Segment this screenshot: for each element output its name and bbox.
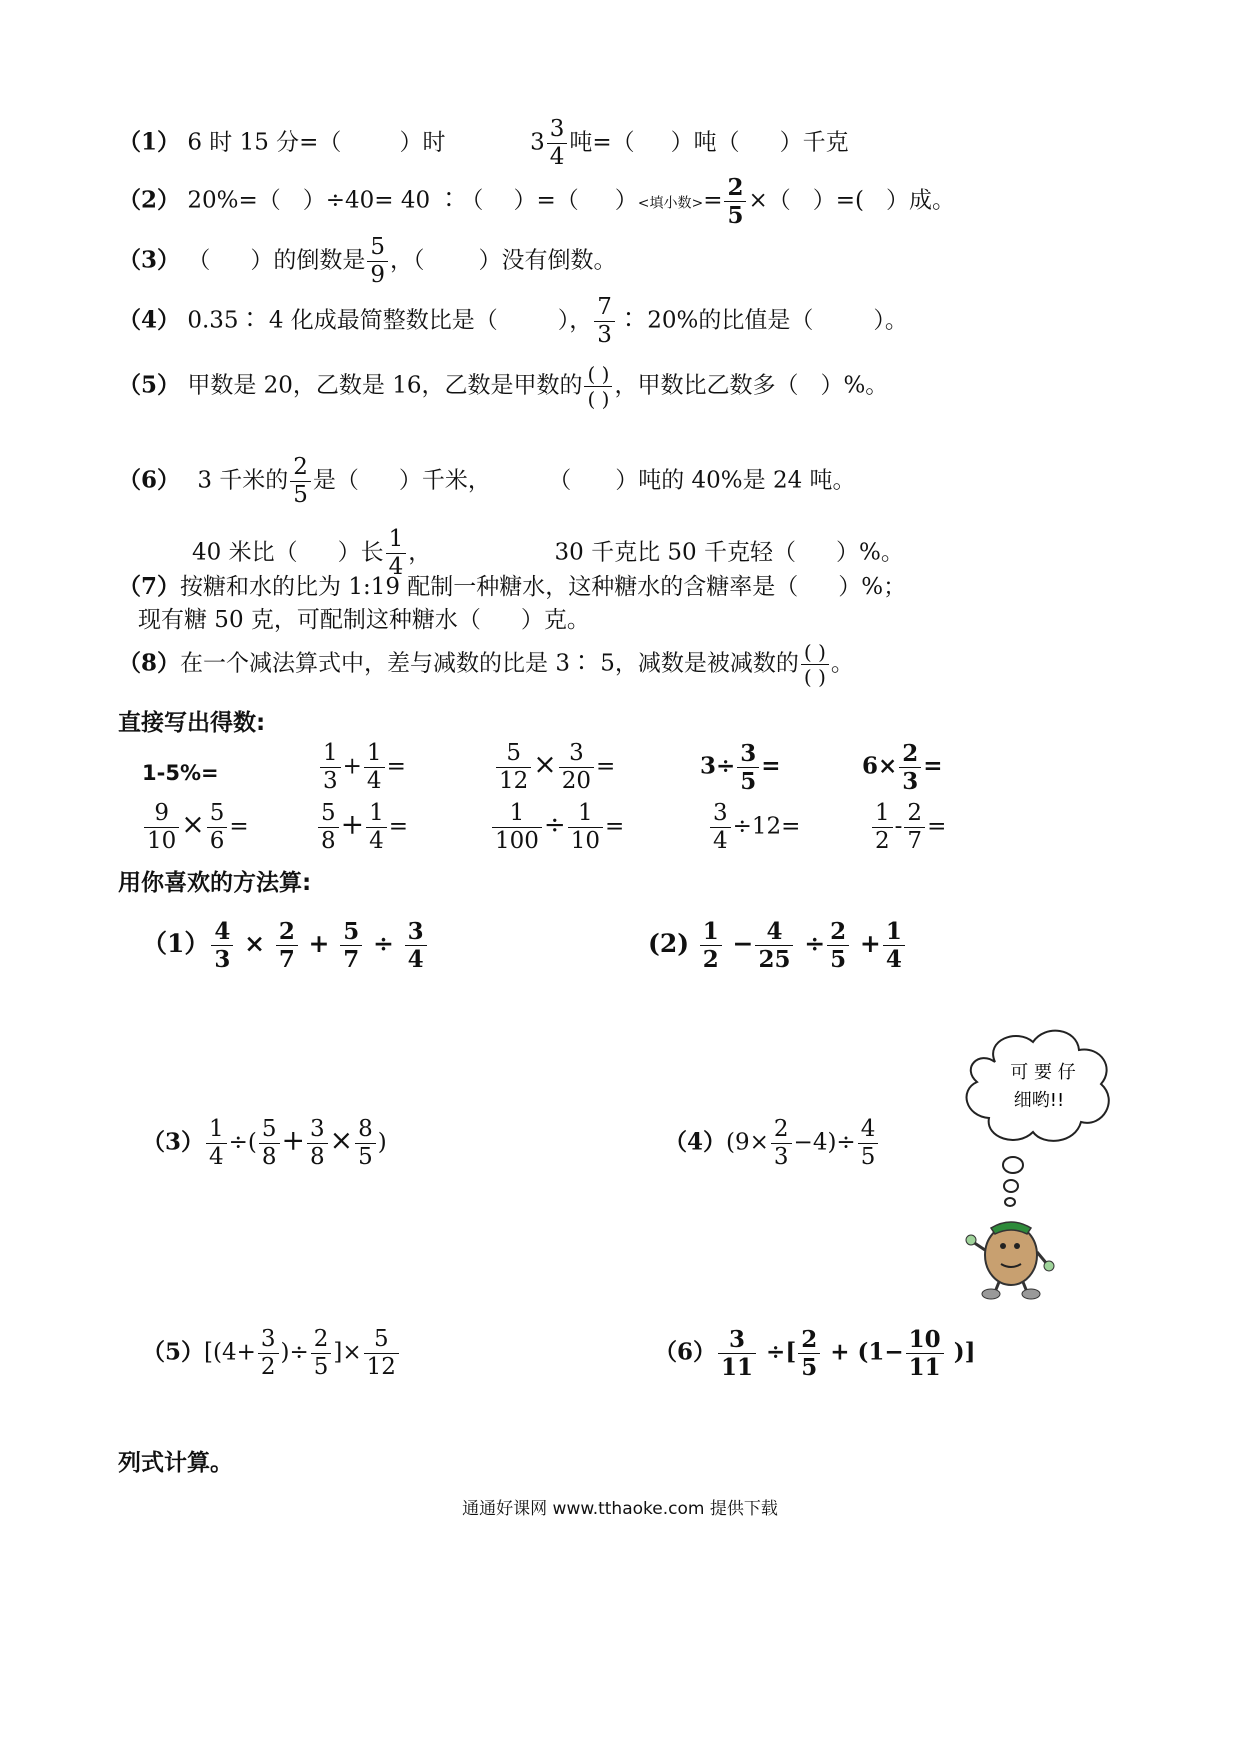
question-2: （2） 20%=（ ）÷40= 40 ∶（ ）=（ ）<填小数>= $\frac{2}{5}$ ×（ ）=( ）成。 xyxy=(118,174,956,229)
oral-r2c3: $\frac{1}{100}$ ÷ $\frac{1}{10}$ = xyxy=(490,802,624,853)
question-number: （1） xyxy=(118,128,181,156)
question-3: （3） （ ）的倒数是 $\frac{5}{9}$ ，（ ）没有倒数。 xyxy=(118,234,617,288)
section-title-calc: 用你喜欢的方法算: xyxy=(118,870,312,896)
oral-r1c2: $\frac{1}{3}$ + $\frac{1}{4}$ = xyxy=(318,742,406,793)
oral-r1c3: $\frac{5}{12}$ × $\frac{3}{20}$ = xyxy=(494,742,615,793)
oral-r1c4: 3÷ $\frac{3}{5}$ = xyxy=(700,740,781,795)
fraction: $\frac{5}{9}$ xyxy=(367,236,388,287)
fraction: $\frac{7}{3}$ xyxy=(594,296,615,347)
fraction: $\frac{1}{4}$ xyxy=(386,528,407,579)
question-5: （5） 甲数是 20，乙数是 16，乙数是甲数的 $\frac{( )}{( )}$ ，甲数比乙数多（ ）%。 xyxy=(118,362,889,411)
question-7: （7）按糖和水的比为 1:19 配制一种糖水，这种糖水的含糖率是（ ）%； xyxy=(118,573,907,600)
section-title-word: 列式计算。 xyxy=(118,1450,233,1476)
calc-3: （3） $\frac{1}{4}$ ÷( $\frac{5}{8}$ + $\frac{3}{8}$ × $\frac{8}{5}$ ) xyxy=(142,1116,387,1170)
oral-r2c1: $\frac{9}{10}$ × $\frac{5}{6}$ = xyxy=(142,802,249,853)
calc-4: （4）(9× $\frac{2}{3}$ −4)÷ $\frac{4}{5}$ xyxy=(664,1118,880,1169)
question-4: （4） 0.35∶ 4 化成最简整数比是（ ）， $\frac{7}{3}$ ∶ 20%的比值是（ ）。 xyxy=(118,294,908,348)
question-1: （1） 6 时 15 分=（ ）时 3 $\frac{3}{4}$ 吨=（ ）吨（ ）千克 xyxy=(118,116,849,170)
oral-r1c1: 1-5%= xyxy=(142,761,219,785)
calc-5: （5）[(4+ $\frac{3}{2}$ )÷ $\frac{2}{5}$ ]× $\frac{5}{12}$ xyxy=(142,1328,401,1379)
calc-2: (2) $\frac{1}{2}$ − $\frac{4}{25}$ ÷ $\frac{2}{5}$ + $\frac{1}{4}$ xyxy=(648,920,907,971)
oral-r2c5: $\frac{1}{2}$ - $\frac{2}{7}$ = xyxy=(870,802,946,853)
cloud-text-1: 可 要 仔 xyxy=(1010,1062,1076,1083)
oral-r2c2: $\frac{5}{8}$ + $\frac{1}{4}$ = xyxy=(316,802,408,853)
question-7-line2: 现有糖 50 克，可配制这种糖水（ ）克。 xyxy=(138,607,590,633)
section-title-oral: 直接写出得数: xyxy=(118,710,266,736)
fraction: $\frac{2}{5}$ xyxy=(724,176,746,227)
oral-r1c5: 6× $\frac{2}{3}$ = xyxy=(862,740,943,795)
page-footer: 通通好课网 www.tthaoke.com 提供下载 xyxy=(462,1499,778,1519)
cloud-text-2: 细哟!! xyxy=(1013,1090,1065,1111)
blank-fraction[interactable]: $\frac{( )}{( )}$ xyxy=(584,364,612,409)
question-8: （8）在一个减法算式中，差与减数的比是 3∶ 5，减数是被减数的 $\frac{( )}{( )}$ 。 xyxy=(118,640,854,689)
question-6-line2: 40 米比（ ）长 $\frac{1}{4}$ ， 30 千克比 50 千克轻（ ）%。 xyxy=(192,526,904,580)
mixed-fraction: $\frac{3}{4}$ xyxy=(547,118,568,169)
thought-cloud-illustration xyxy=(955,1020,1125,1300)
calc-6: （6） $\frac{3}{11}$ ÷[ $\frac{2}{5}$ + (1− $\frac{10}{11}$ )] xyxy=(654,1326,976,1381)
oral-r2c4: $\frac{3}{4}$ ÷12= xyxy=(708,802,800,853)
question-6: （6） 3 千米的 $\frac{2}{5}$ 是（ ）千米， （ ）吨的 40%是 24 吨。 xyxy=(118,454,856,508)
blank-fraction[interactable]: $\frac{( )}{( )}$ xyxy=(801,642,829,687)
calc-1: （1） $\frac{4}{3}$ × $\frac{2}{7}$ + $\frac{5}{7}$ ÷ $\frac{3}{4}$ xyxy=(142,920,429,971)
fraction: $\frac{2}{5}$ xyxy=(290,456,311,507)
